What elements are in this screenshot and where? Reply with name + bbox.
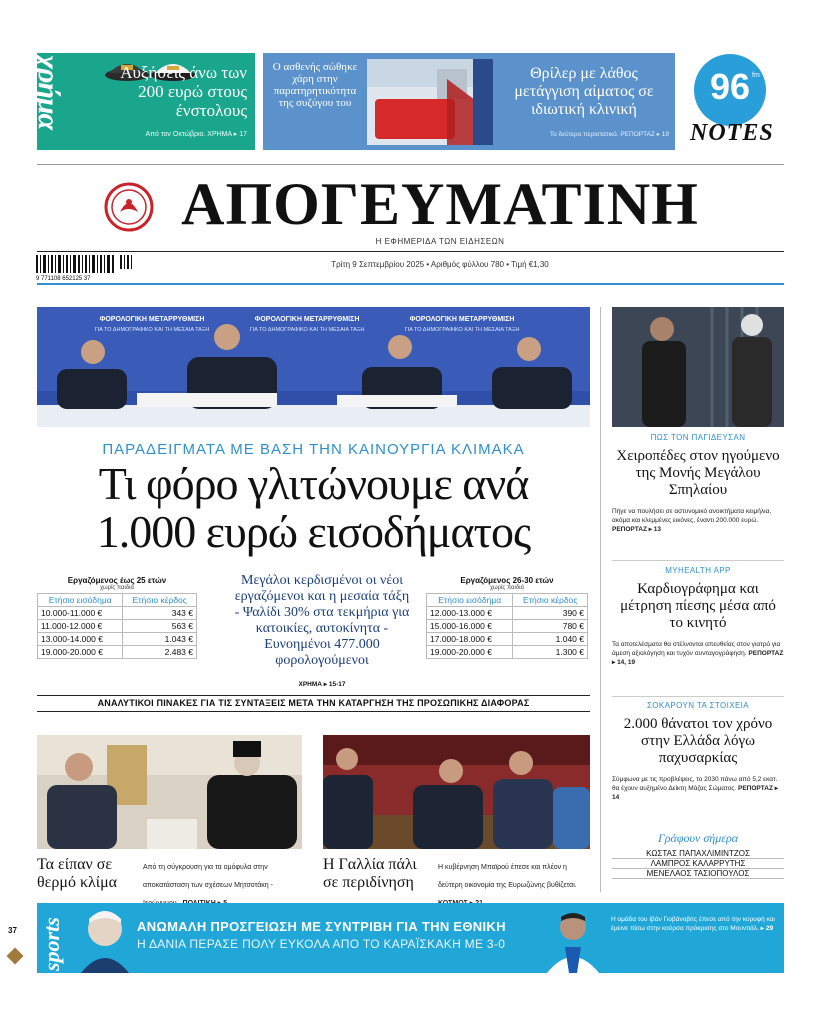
top-rule: [37, 164, 784, 165]
story-headline: Χειροπέδες στον ηγούμενο της Μονής Μεγάλου Σπηλαίου: [616, 448, 780, 498]
table-subtitle: χωρίς παιδιά: [490, 585, 524, 591]
promo-ref: Το δεύτερο περιστατικό. ΡΕΠΟΡΤΑΖ ▸ 19: [549, 131, 669, 138]
promo-section-label: χρήμα: [32, 55, 65, 130]
promo-title: Αυξήσεις άνω των 200 ευρώ στους ένστολους: [120, 63, 247, 120]
story-body: Πήγε να πουλήσει σε αστυνομικό ανοικτήματα κειμήλια, ακόμα και κλεμμένες εικόνες, έναντι 200.000 ευρώ. ΡΕΠΟΡΤΑΖ ▸ 13: [612, 508, 772, 533]
tax-table: [37, 593, 197, 659]
writers-list: [612, 849, 784, 879]
radio-name: NOTES: [690, 120, 774, 146]
tax-table: [426, 593, 588, 659]
sports-side-text: Η ομάδα του Ιβάν Γιοβάνοβιτς έπεσε από την κορυφή και έμεινε πίσω στην κούρσα πρόκρισης στο Μουντιάλ. ▸ 29: [611, 916, 775, 932]
writer-name[interactable]: ΛΑΜΠΡΟΣ ΚΑΛΑΡΡΥΤΗΣ: [612, 859, 784, 869]
svg-text:ΓΙΑ ΤΟ ΔΗΜΟΓΡΑΦΙΚΟ ΚΑΙ ΤΗ ΜΕΣΑ: ΓΙΑ ΤΟ ΔΗΜΟΓΡΑΦΙΚΟ ΚΑΙ ΤΗ ΜΕΣΑΙΑ ΤΑΞΗ: [249, 327, 365, 333]
lead-headline-line-1: Τι φόρο γλιτώνουμε ανά: [98, 458, 529, 509]
sports-headline: ΑΝΩΜΑΛΗ ΠΡΟΣΓΕΙΩΣΗ ΜΕ ΣΥΝΤΡΙΒΗ ΓΙΑ ΤΗΝ ΕΘΝΙΚΗ: [137, 919, 506, 934]
promo-transfusion[interactable]: [263, 53, 675, 150]
story-b-caption-block: [323, 856, 433, 892]
promo-title: Θρίλερ με λάθος μετάγγιση αίματος σε ιδιωτική κλινική: [514, 65, 654, 118]
svg-text:ΓΙΑ ΤΟ ΔΗΜΟΓΡΑΦΙΚΟ ΚΑΙ ΤΗ ΜΕΣΑ: ΓΙΑ ΤΟ ΔΗΜΟΓΡΑΦΙΚΟ ΚΑΙ ΤΗ ΜΕΣΑΙΑ ΤΑΞΗ: [94, 327, 210, 333]
table-row: 19.000-20.000 € 1.300 €: [427, 646, 588, 659]
story-a-caption-block: [37, 856, 137, 892]
story-a-text: Από τη σύγκρουση για τα ομόφυλα στην αποκατάσταση των σχέσεων Μητσοτάκη -: [143, 864, 273, 889]
masthead-bottom-rule: [37, 283, 784, 285]
story-a-text-block: [143, 856, 303, 910]
story-kicker: MYHEALTH APP: [665, 566, 731, 575]
table-header: Ετήσιο εισόδημα: [38, 594, 123, 607]
lead-headline-line-2: 1.000 ευρώ εισοδήματος: [96, 506, 531, 557]
right-story-1[interactable]: [612, 433, 784, 534]
svg-text:ΦΟΡΟΛΟΓΙΚΗ ΜΕΤΑΡΡΥΘΜΙΣΗ: ΦΟΡΟΛΟΓΙΚΗ ΜΕΤΑΡΡΥΘΜΙΣΗ: [409, 316, 515, 323]
arrest-photo[interactable]: [612, 307, 784, 427]
story-ref: ΡΕΠΟΡΤΑΖ ▸ 14: [612, 785, 778, 801]
sports-label: sports: [39, 917, 64, 971]
lead-kicker: ΠΑΡΑΔΕΙΓΜΑΤΑ ΜΕ ΒΑΣΗ ΤΗΝ ΚΑΙΝΟΥΡΓΙΑ ΚΛΙΜΑΚΑ: [102, 441, 525, 458]
story-a-caption[interactable]: Τα είπαν σε θερμό κλίμα: [37, 856, 118, 891]
table-header: Ετήσιο κέρδος: [513, 594, 588, 607]
svg-text:9 771108 652125 37: 9 771108 652125 37: [36, 276, 91, 282]
press-conference-photo[interactable]: [37, 307, 590, 427]
meeting-photo[interactable]: [37, 735, 302, 849]
dateline: Τρίτη 9 Σεπτεμβρίου 2025 • Αριθμός φύλλου 780 • Τιμή €1,30: [331, 260, 549, 269]
story-headline: Καρδιογράφημα και μέτρηση πίεσης μέσα από το κινητό: [620, 581, 776, 631]
divider: [612, 560, 784, 561]
table-row: 12.000-13.000 € 390 €: [427, 607, 588, 620]
coach-photo: [77, 905, 133, 973]
promo-money[interactable]: [32, 53, 255, 150]
radio-frequency: 96: [709, 66, 751, 107]
story-headline: 2.000 θάνατοι τον χρόνο στην Ελλάδα λόγω παχυσαρκίας: [623, 716, 773, 766]
table-title: Εργαζόμενος έως 25 ετών: [67, 576, 167, 585]
divider: [612, 696, 784, 697]
page-number: 37: [8, 926, 17, 935]
lead-section-ref[interactable]: ΧΡΗΜΑ ▸ 15-17: [298, 681, 346, 688]
table-row: 13.000-14.000 € 1.043 €: [38, 633, 197, 646]
lead-summary: Μεγάλοι κερδισμένοι οι νέοι εργαζόμενοι και η μεσαία τάξη - Ψαλίδι 30% στα τεκμήρια για κατοικίες, αυτοκίνητα - Ευνοημένοι 477.000 φορολογούμενοι: [234, 573, 410, 668]
writer-name[interactable]: ΚΩΣΤΑΣ ΠΑΠΑΧΛΙΜΙΝΤΖΟΣ: [612, 849, 784, 859]
story-b-text: Η κυβέρνηση Μπαϊρού έπεσε και πλέον η δεύτερη οικονομία της Ευρωζώνης βυθίζεται.: [438, 864, 577, 889]
right-story-3[interactable]: [612, 701, 784, 802]
table-row: 11.000-12.000 € 563 €: [38, 620, 197, 633]
story-body: Τα αποτελέσματα θα στέλνονται απευθείας στον γιατρό για άμεση αξιολόγηση και τυχόν συνταγογράφηση. ΡΕΠΟΡΤΑΖ ▸ 14, 19: [612, 641, 784, 666]
table-row: 19.000-20.000 € 2.483 €: [38, 646, 197, 659]
radio-96-notes-logo[interactable]: [690, 54, 772, 150]
pensions-strip[interactable]: ΑΝΑΛΥΤΙΚΟΙ ΠΙΝΑΚΕΣ ΓΙΑ ΤΙΣ ΣΥΝΤΑΞΕΙΣ ΜΕΤΑ ΤΗΝ ΚΑΤΑΡΓΗΣΗ ΤΗΣ ΠΡΟΣΩΠΙΚΗΣ ΔΙΑΦΟΡΑΣ: [37, 695, 590, 712]
newspaper-seal-icon: [104, 182, 154, 232]
table-title: Εργαζόμενος 26-30 ετών: [460, 576, 554, 585]
masthead-title: ΑΠΟΓΕΥΜΑΤΙΝΗ: [181, 171, 699, 237]
lead-headline[interactable]: [37, 460, 590, 556]
story-kicker: ΠΩΣ ΤΟΝ ΠΑΓΙΔΕΥΣΑΝ: [650, 433, 746, 442]
right-story-2[interactable]: [612, 566, 784, 667]
parliament-photo[interactable]: [323, 735, 590, 849]
table-row: 10.000-11.000 € 343 €: [38, 607, 197, 620]
sports-banner[interactable]: [37, 903, 784, 973]
svg-text:ΦΟΡΟΛΟΓΙΚΗ ΜΕΤΑΡΡΥΘΜΙΣΗ: ΦΟΡΟΛΟΓΙΚΗ ΜΕΤΑΡΡΥΘΜΙΣΗ: [99, 316, 205, 323]
story-ref: ΡΕΠΟΡΤΑΖ ▸ 14, 19: [612, 650, 784, 666]
promo-side-text: Ο ασθενής σώθηκε χάρη στην παρατηρητικότητα της συζύγου του: [272, 61, 358, 109]
diamond-icon: [7, 948, 24, 965]
story-ref: ΡΕΠΟΡΤΑΖ ▸ 13: [612, 526, 662, 533]
writers-title: Γράφουν σήμερα: [657, 831, 739, 845]
player-photo: [543, 907, 603, 973]
column-divider: [600, 307, 601, 892]
masthead-rule: [37, 251, 784, 252]
table-header: Ετήσιο κέρδος: [123, 594, 197, 607]
table-header: Ετήσιο εισόδημα: [427, 594, 513, 607]
svg-text:ΓΙΑ ΤΟ ΔΗΜΟΓΡΑΦΙΚΟ ΚΑΙ ΤΗ ΜΕΣΑ: ΓΙΑ ΤΟ ΔΗΜΟΓΡΑΦΙΚΟ ΚΑΙ ΤΗ ΜΕΣΑΙΑ ΤΑΞΗ: [404, 327, 520, 333]
svg-text:ΦΟΡΟΛΟΓΙΚΗ ΜΕΤΑΡΡΥΘΜΙΣΗ: ΦΟΡΟΛΟΓΙΚΗ ΜΕΤΑΡΡΥΘΜΙΣΗ: [254, 316, 360, 323]
sports-ref: ▸ 29: [760, 925, 774, 932]
promo-ref: Από τον Οκτώβριο. ΧΡΗΜΑ ▸ 17: [145, 131, 247, 138]
tax-table-right: [426, 576, 588, 659]
masthead-tagline: Η ΕΦΗΜΕΡΙΔΑ ΤΩΝ ΕΙΔΗΣΕΩΝ: [375, 237, 505, 246]
story-body: Σύμφωνα με τις προβλέψεις, το 2030 πάνω από 5,2 εκατ. θα έχουν αυξημένο Δείκτη Μάζας Σώματος. ΡΕΠΟΡΤΑΖ ▸ 14: [612, 776, 778, 801]
table-row: 15.000-16.000 € 780 €: [427, 620, 588, 633]
radio-fm-label: fm: [752, 72, 760, 79]
hospital-bed-image: [367, 59, 493, 145]
tax-table-left: [37, 576, 197, 659]
story-b-caption[interactable]: Η Γαλλία πάλι σε περιδίνηση: [323, 856, 417, 891]
story-kicker: ΣΟΚΑΡΟΥΝ ΤΑ ΣΤΟΙΧΕΙΑ: [646, 701, 750, 710]
table-subtitle: χωρίς παιδιά: [100, 585, 134, 591]
sports-subhead: Η ΔΑΝΙΑ ΠΕΡΑΣΕ ΠΟΛΥ ΕΥΚΟΛΑ ΑΠΟ ΤΟ ΚΑΡΑΪΣΚΑΚΗ ΜΕ 3-0: [137, 937, 506, 951]
writer-name[interactable]: ΜΕΝΕΛΑΟΣ ΤΑΣΙΟΠΟΥΛΟΣ: [612, 869, 784, 879]
story-b-text-block: [438, 856, 590, 910]
table-row: 17.000-18.000 € 1.040 €: [427, 633, 588, 646]
barcode-image: [36, 255, 136, 281]
